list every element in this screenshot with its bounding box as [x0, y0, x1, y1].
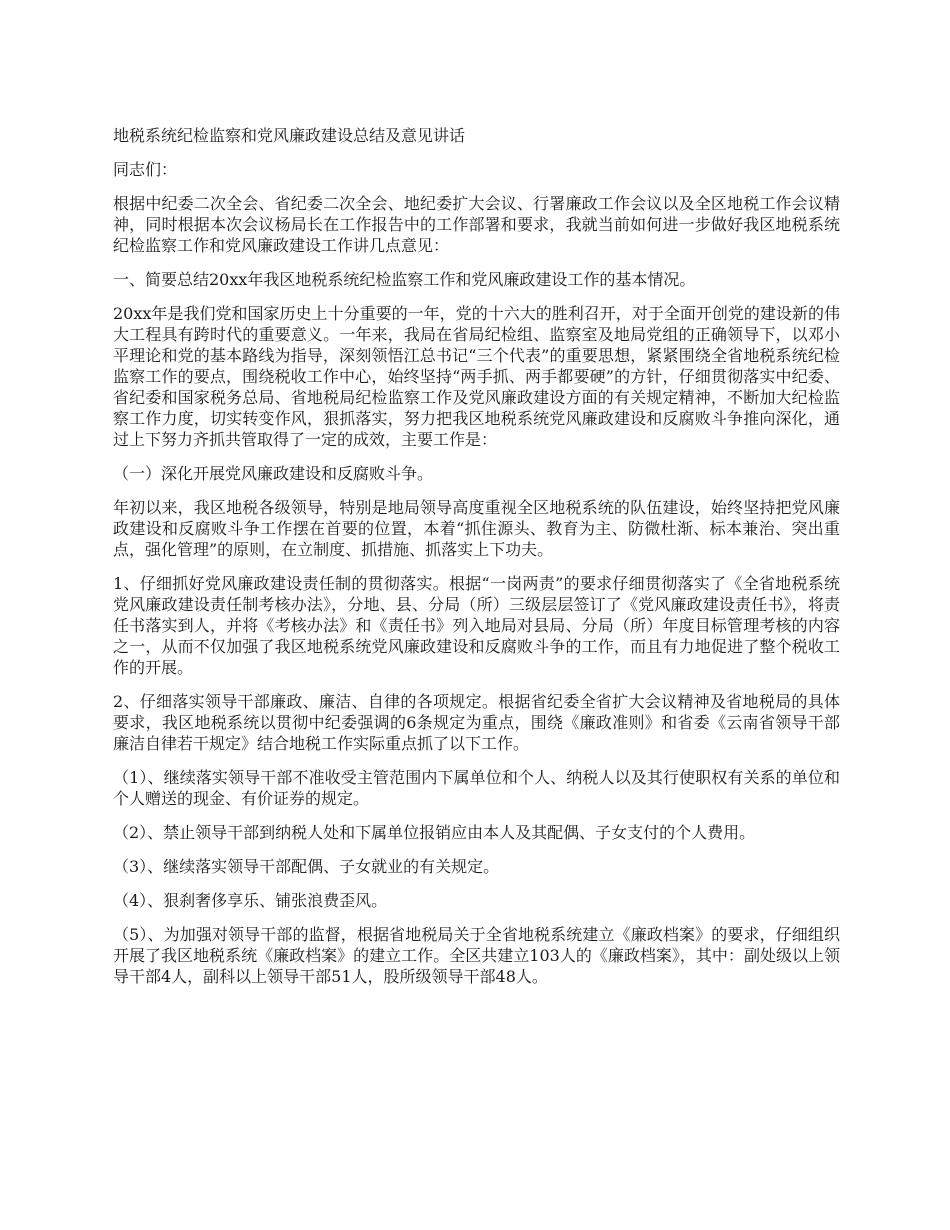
document-title: 地税系统纪检监察和党风廉政建设总结及意见讲话: [113, 126, 466, 145]
paragraph-subitem-1: （1）、继续落实领导干部不准收受主管范围内下属单位和个人、纳税人以及其行使职权有关系的单位和个人赠送的现金、有价证券的规定。: [113, 768, 840, 808]
paragraph-subitem-2: （2）、禁止领导干部到纳税人处和下属单位报销应由本人及其配偶、子女支付的个人费用。: [113, 823, 756, 842]
paragraph-item-1: 1、仔细抓好党风廉政建设责任制的贯彻落实。根据“一岗两责”的要求仔细贯彻落实了《全省地税系统党风廉政建设责任制考核办法》，分地、县、分局（所）三级层层签订了《党风廉政建设责任书》，将责任书落实到人，并将《考核办法》和《责任书》列入地局对县局、分局（所）年度目标管理考核的内容之一，从而不仅加强了我区地税系统党风廉政建设和反腐败斗争的工作，而且有力地促进了整个税收工作的开展。: [113, 574, 840, 677]
paragraph-item-2: 2、仔细落实领导干部廉政、廉洁、自律的各项规定。根据省纪委全省扩大会议精神及省地税局的具体要求，我区地税系统以贯彻中纪委强调的6条规定为重点，围绕《廉政准则》和省委《云南省领导干部廉洁自律若干规定》结合地税工作实际重点抓了以下工作。: [113, 692, 840, 753]
paragraph-subitem-4: （4）、狠刹奢侈享乐、铺张浪费歪风。: [113, 891, 388, 910]
paragraph-overview: 20xx年是我们党和国家历史上十分重要的一年，党的十六大的胜利召开，对于全面开创党的建设新的伟大工程具有跨时代的重要意义。一年来，我局在省局纪检组、监察室及地局党组的正确领导下，以邓小平理论和党的基本路线为指导，深刻领悟江总书记“三个代表”的重要思想，紧紧围绕全省地税系统纪检监察工作的要点，围绕税收工作中心，始终坚持“两手抓、两手都要硬”的方针，仔细贯彻落实中纪委、省纪委和国家税务总局、省地税局纪检监察工作及党风廉政建设方面的有关规定精神，不断加大纪检监察工作力度，切实转变作风，狠抓落实，努力把我区地税系统党风廉政建设和反腐败斗争推向深化，通过上下努力齐抓共管取得了一定的成效，主要工作是：: [113, 304, 840, 449]
paragraph-subitem-3: （3）、继续落实领导干部配偶、子女就业的有关规定。: [113, 857, 500, 876]
subsection-heading-1: （一）深化开展党风廉政建设和反腐败斗争。: [113, 464, 434, 483]
salutation: 同志们：: [113, 160, 178, 179]
paragraph-intro: 根据中纪委二次全会、省纪委二次全会、地纪委扩大会议、行署廉政工作会议以及全区地税工作会议精神，同时根据本次会议杨局长在工作报告中的工作部署和要求，我就当前如何进一步做好我区地税系统纪检监察工作和党风廉政建设工作讲几点意见：: [113, 194, 840, 255]
paragraph-leadership: 年初以来，我区地税各级领导，特别是地局领导高度重视全区地税系统的队伍建设，始终坚持把党风廉政建设和反腐败斗争工作摆在首要的位置，本着“抓住源头、教育为主、防微杜渐、标本兼治、突出重点，强化管理”的原则，在立制度、抓措施、抓落实上下功夫。: [113, 498, 840, 559]
document-page: [113, 125, 840, 1000]
section-heading-1: 一、简要总结20xx年我区地税系统纪检监察工作和党风廉政建设工作的基本情况。: [113, 270, 696, 289]
paragraph-subitem-5: （5）、为加强对领导干部的监督，根据省地税局关于全省地税系统建立《廉政档案》的要求，仔细组织开展了我区地税系统《廉政档案》的建立工作。全区共建立103人的《廉政档案》，其中：副处级以上领导干部4人，副科以上领导干部51人，股所级领导干部48人。: [113, 925, 840, 986]
